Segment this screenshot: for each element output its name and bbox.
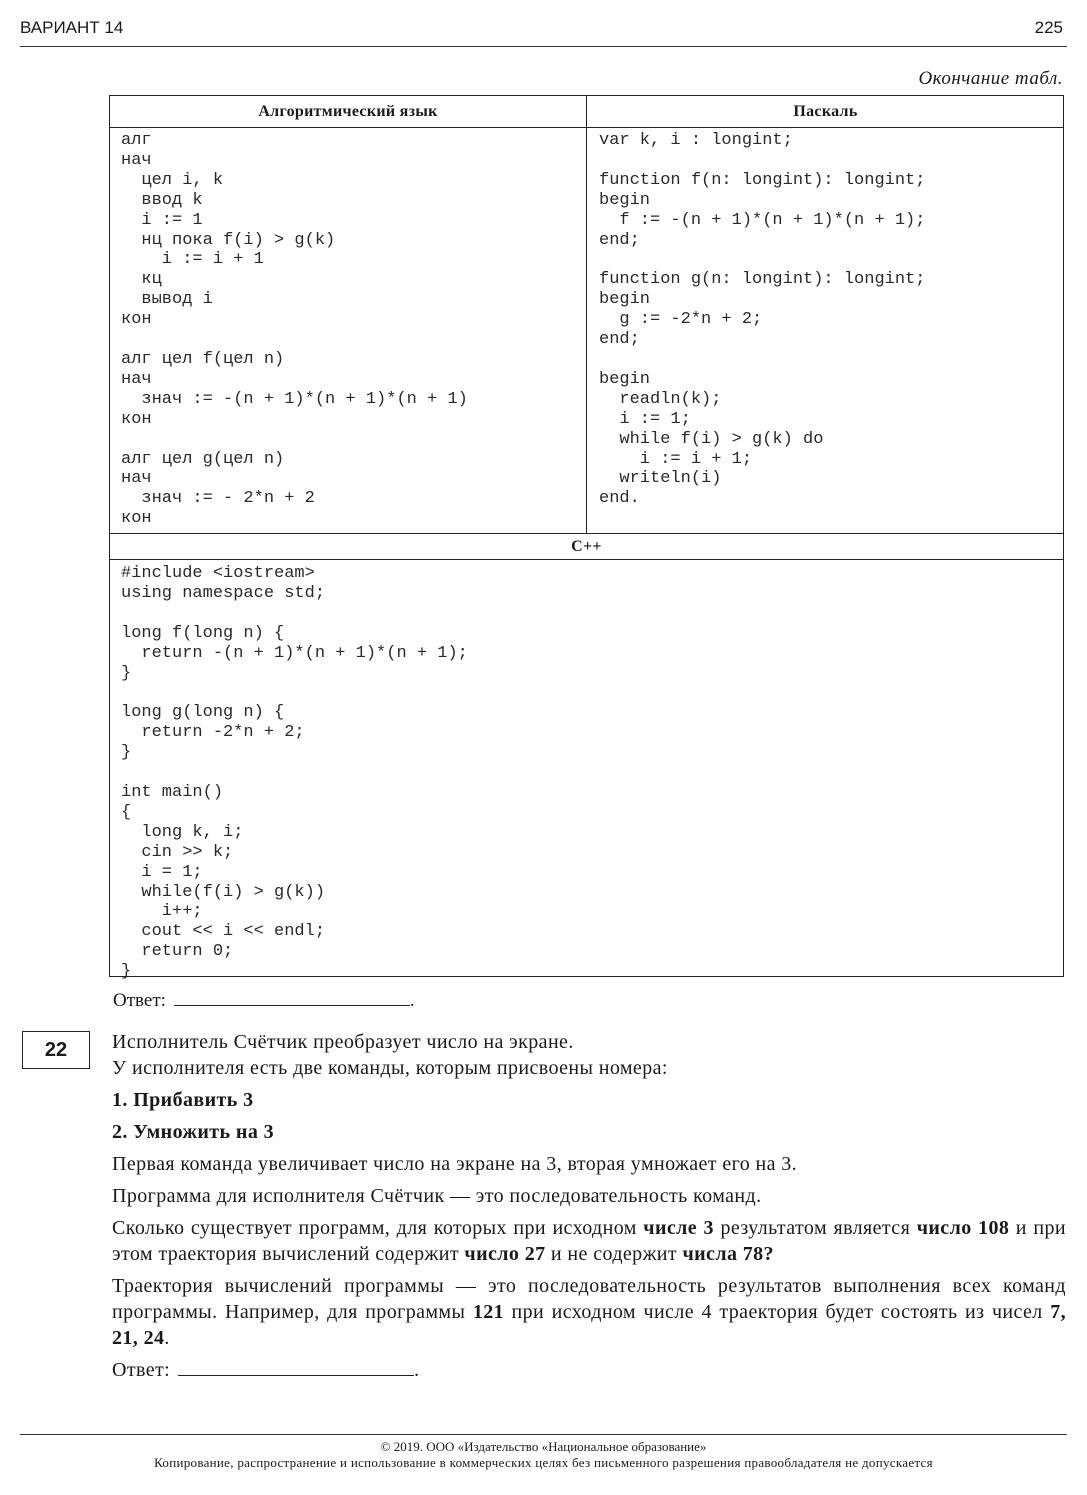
q-num108: число 108 — [916, 1217, 1010, 1239]
column-divider — [586, 127, 587, 533]
q-part4: и не содержит — [545, 1243, 683, 1265]
q-part2: результатом является — [713, 1217, 917, 1239]
algo-code: алг нач цел i, k ввод k i := 1 нц пока f(i) > g(k) i := i + 1 кц вывод i кон алг цел f(цел n) нач знач := -(n + 1)*(n + 1)*(n + 1) кон алг цел g(цел n) нач знач := - 2*n + 2 кон — [121, 131, 468, 529]
cpp-code: #include <iostream> using namespace std; long f(long n) { return -(n + 1)*(n + 1)*(n + 1); } long g(long n) { return -2*n + 2; } int main() { long k, i; cin >> k; i = 1; while(f(i) > g(k)) i++; cout << i << endl; return 0; } — [121, 564, 468, 982]
footer-divider — [20, 1434, 1067, 1435]
column-header-pascal: Паскаль — [587, 96, 1064, 128]
answer-label-22: Ответ: — [112, 1359, 171, 1381]
answer-end-22: . — [414, 1359, 420, 1381]
answer-blank-21[interactable] — [174, 987, 410, 1006]
footer-copyright: © 2019. ООО «Издательство «Национальное образование» — [380, 1439, 707, 1454]
table-caption: Окончание табл. — [918, 68, 1063, 89]
traj-prog: 121 — [472, 1301, 505, 1323]
task-intro-2: У исполнителя есть две команды, которым присвоены номера: — [112, 1057, 668, 1079]
q-num3: числе 3 — [643, 1217, 714, 1239]
header-divider — [20, 46, 1067, 47]
q-part3: и при этом траектория вычислений содержит — [112, 1217, 1066, 1265]
task-question — [112, 1215, 1066, 1267]
footer-notice: Копирование, распространение и использование в коммерческих целях без письменного разрешения правообладателя не допускается — [154, 1455, 933, 1470]
answer-end: . — [409, 990, 415, 1011]
task-22-text — [112, 1029, 1066, 1389]
traj-nums: 7, 21, 24 — [112, 1301, 1067, 1349]
answer-blank-22[interactable] — [178, 1357, 414, 1376]
command-1: 1. Прибавить 3 — [112, 1089, 254, 1111]
task-intro-1: Исполнитель Счётчик преобразует число на экране. — [112, 1031, 574, 1053]
variant-label: ВАРИАНТ 14 — [20, 18, 124, 37]
pascal-code: var k, i : longint; function f(n: longint): longint; begin f := -(n + 1)*(n + 1)*(n + 1); end; function g(n: longint): longint; begin g := -2*n + 2; end; begin readln(k); i := 1; while f(i) > g(k) do i := i + 1; writeln(i) end. — [599, 131, 926, 509]
q-num78: числа 78? — [682, 1243, 774, 1265]
command-2: 2. Умножить на 3 — [112, 1121, 275, 1143]
q-part1: Сколько существует программ, для которых при исходном — [112, 1217, 644, 1239]
answer-label: Ответ: — [113, 990, 166, 1011]
page-number: 225 — [1034, 18, 1063, 37]
task-program-def: Программа для исполнителя Счётчик — это последовательность команд. — [112, 1185, 762, 1207]
code-table — [109, 95, 1064, 982]
traj-end: . — [164, 1327, 170, 1349]
traj-part2: при исходном числе 4 траектория будет состоять из чисел — [504, 1301, 1051, 1323]
traj-part1: Траектория вычислений программы — это последовательность результатов выполнения всех команд программы. Например, для программы — [112, 1275, 1066, 1323]
answer-row-21 — [113, 987, 415, 1012]
task-explain: Первая команда увеличивает число на экране на 3, вторая умножает его на 3. — [112, 1153, 798, 1175]
task-trajectory — [112, 1273, 1066, 1351]
column-header-algo: Алгоритмический язык — [110, 96, 587, 128]
answer-row-22 — [112, 1357, 1066, 1383]
task-number-box: 22 — [22, 1031, 90, 1069]
column-header-cpp: C++ — [110, 533, 1063, 560]
q-num27: число 27 — [464, 1243, 546, 1265]
